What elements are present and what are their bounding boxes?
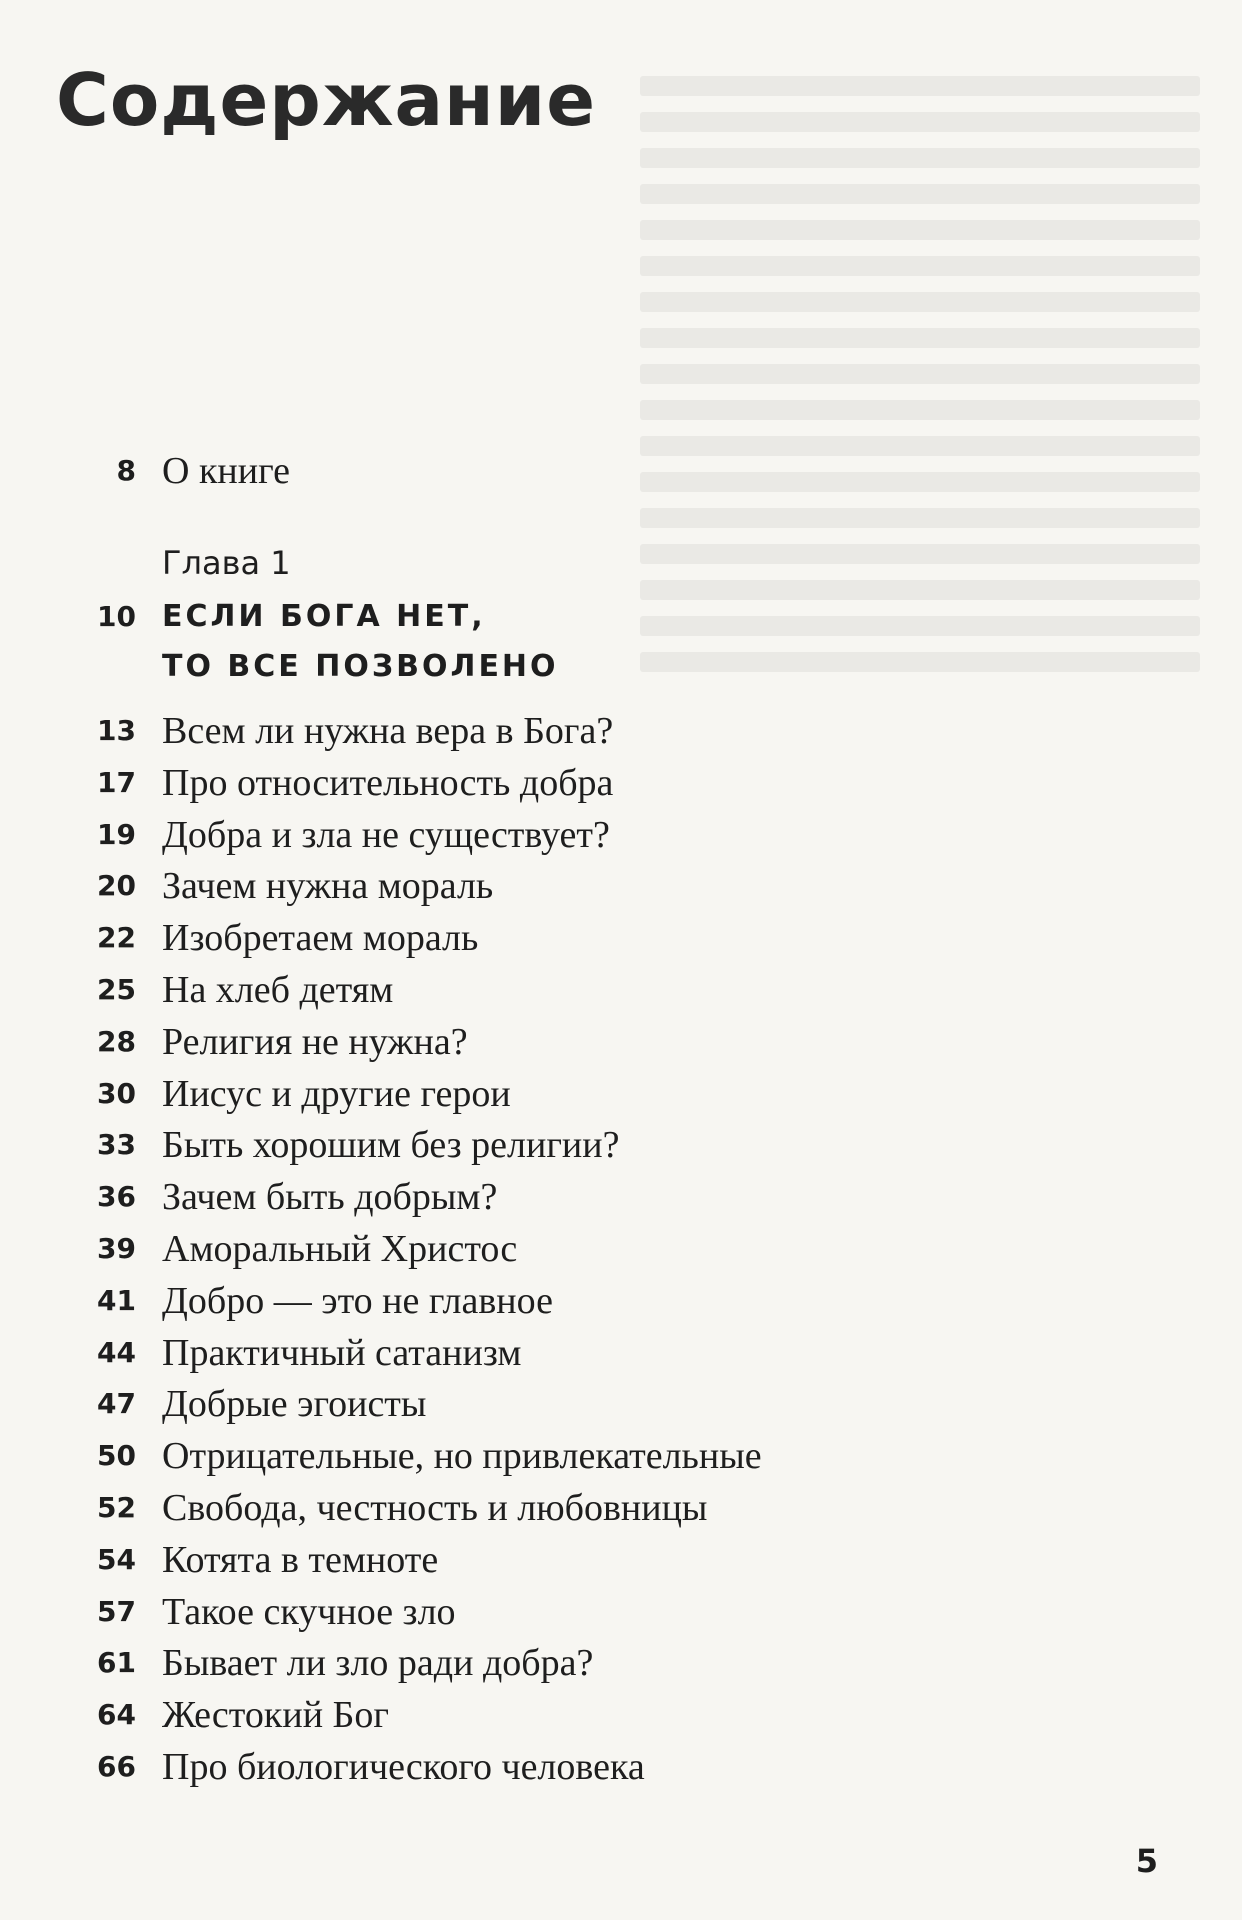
toc-entry[interactable] (0, 1226, 900, 1272)
toc-title: Быть хорошим без религии? (162, 1124, 620, 1166)
toc-entry[interactable] (0, 1174, 900, 1220)
toc-entry[interactable] (0, 1744, 900, 1790)
toc-entry[interactable] (0, 1071, 900, 1117)
toc-page-number: 36 (97, 1180, 136, 1213)
toc-title: Практичный сатанизм (162, 1332, 522, 1374)
toc-entry[interactable] (0, 1537, 900, 1583)
toc-page-number: 41 (97, 1284, 136, 1317)
toc-page-number: 64 (97, 1698, 136, 1731)
toc-entry[interactable] (0, 863, 900, 909)
toc-title: Аморальный Христос (162, 1228, 518, 1270)
toc-page-number: 22 (97, 921, 136, 954)
toc-page-number: 57 (97, 1595, 136, 1628)
toc-title: Всем ли нужна вера в Бога? (162, 710, 614, 752)
page-title: Содержание (56, 58, 597, 142)
toc-entry[interactable] (0, 1640, 900, 1686)
toc-page-number: 10 (97, 600, 136, 633)
toc-entry[interactable] (0, 1330, 900, 1376)
chapter-title-line2: ТО ВСЕ ПОЗВОЛЕНО (162, 649, 559, 684)
toc-page-number: 19 (97, 818, 136, 851)
toc-page-number: 13 (97, 714, 136, 747)
toc-page-number: 25 (97, 973, 136, 1006)
toc-title: Бывает ли зло ради добра? (162, 1642, 594, 1684)
toc-title: Религия не нужна? (162, 1021, 468, 1063)
toc-entry[interactable] (0, 1433, 900, 1479)
toc-title: На хлеб детям (162, 969, 394, 1011)
toc-entry[interactable] (0, 967, 900, 1013)
page-number: 5 (1135, 1842, 1158, 1880)
toc-title: Добро — это не главное (162, 1280, 553, 1322)
toc-page-number: 61 (97, 1646, 136, 1679)
toc-title: Зачем нужна мораль (162, 865, 494, 907)
toc-page-number: 8 (116, 454, 136, 487)
toc-entry[interactable] (0, 915, 900, 961)
toc-page-number: 17 (97, 766, 136, 799)
toc-entry[interactable] (0, 812, 900, 858)
toc-page-number: 44 (97, 1336, 136, 1369)
toc-entry[interactable] (0, 1692, 900, 1738)
toc-entry[interactable] (0, 1278, 900, 1324)
toc-title: Жестокий Бог (162, 1694, 389, 1736)
toc-title: Такое скучное зло (162, 1591, 456, 1633)
toc-title: Добра и зла не существует? (162, 814, 610, 856)
toc-entry-chapter[interactable] (0, 592, 900, 692)
toc-title: Про биологического человека (162, 1746, 645, 1788)
toc-page-number: 52 (97, 1491, 136, 1524)
toc-page-number: 39 (97, 1232, 136, 1265)
toc-title: Отрицательные, но привлекательные (162, 1435, 762, 1477)
toc-page-number: 54 (97, 1543, 136, 1576)
toc-entry[interactable] (0, 1122, 900, 1168)
toc-title: Про относительность добра (162, 762, 614, 804)
chapter-title-line1: ЕСЛИ БОГА НЕТ, (162, 599, 486, 634)
toc-entry[interactable] (0, 1485, 900, 1531)
toc-entry-intro[interactable] (0, 448, 900, 494)
toc-entry[interactable] (0, 708, 900, 754)
toc-page-number: 50 (97, 1439, 136, 1472)
toc-title: Иисус и другие герои (162, 1073, 511, 1115)
toc-entry[interactable] (0, 760, 900, 806)
toc-page-number: 33 (97, 1128, 136, 1161)
toc-title: О книге (162, 450, 291, 492)
toc-title: Котята в темноте (162, 1539, 439, 1581)
toc-title: Добрые эгоисты (162, 1383, 427, 1425)
toc-title: Зачем быть добрым? (162, 1176, 498, 1218)
toc-page-number: 47 (97, 1387, 136, 1420)
toc-page-number: 20 (97, 869, 136, 902)
toc-entry[interactable] (0, 1019, 900, 1065)
toc-page-number: 28 (97, 1025, 136, 1058)
chapter-label: Глава 1 (162, 544, 291, 582)
toc-page-number: 30 (97, 1077, 136, 1110)
toc-page-number: 66 (97, 1750, 136, 1783)
toc-entry[interactable] (0, 1589, 900, 1635)
toc-entry[interactable] (0, 1381, 900, 1427)
toc-title: Свобода, честность и любовницы (162, 1487, 708, 1529)
toc-title: Изобретаем мораль (162, 917, 479, 959)
